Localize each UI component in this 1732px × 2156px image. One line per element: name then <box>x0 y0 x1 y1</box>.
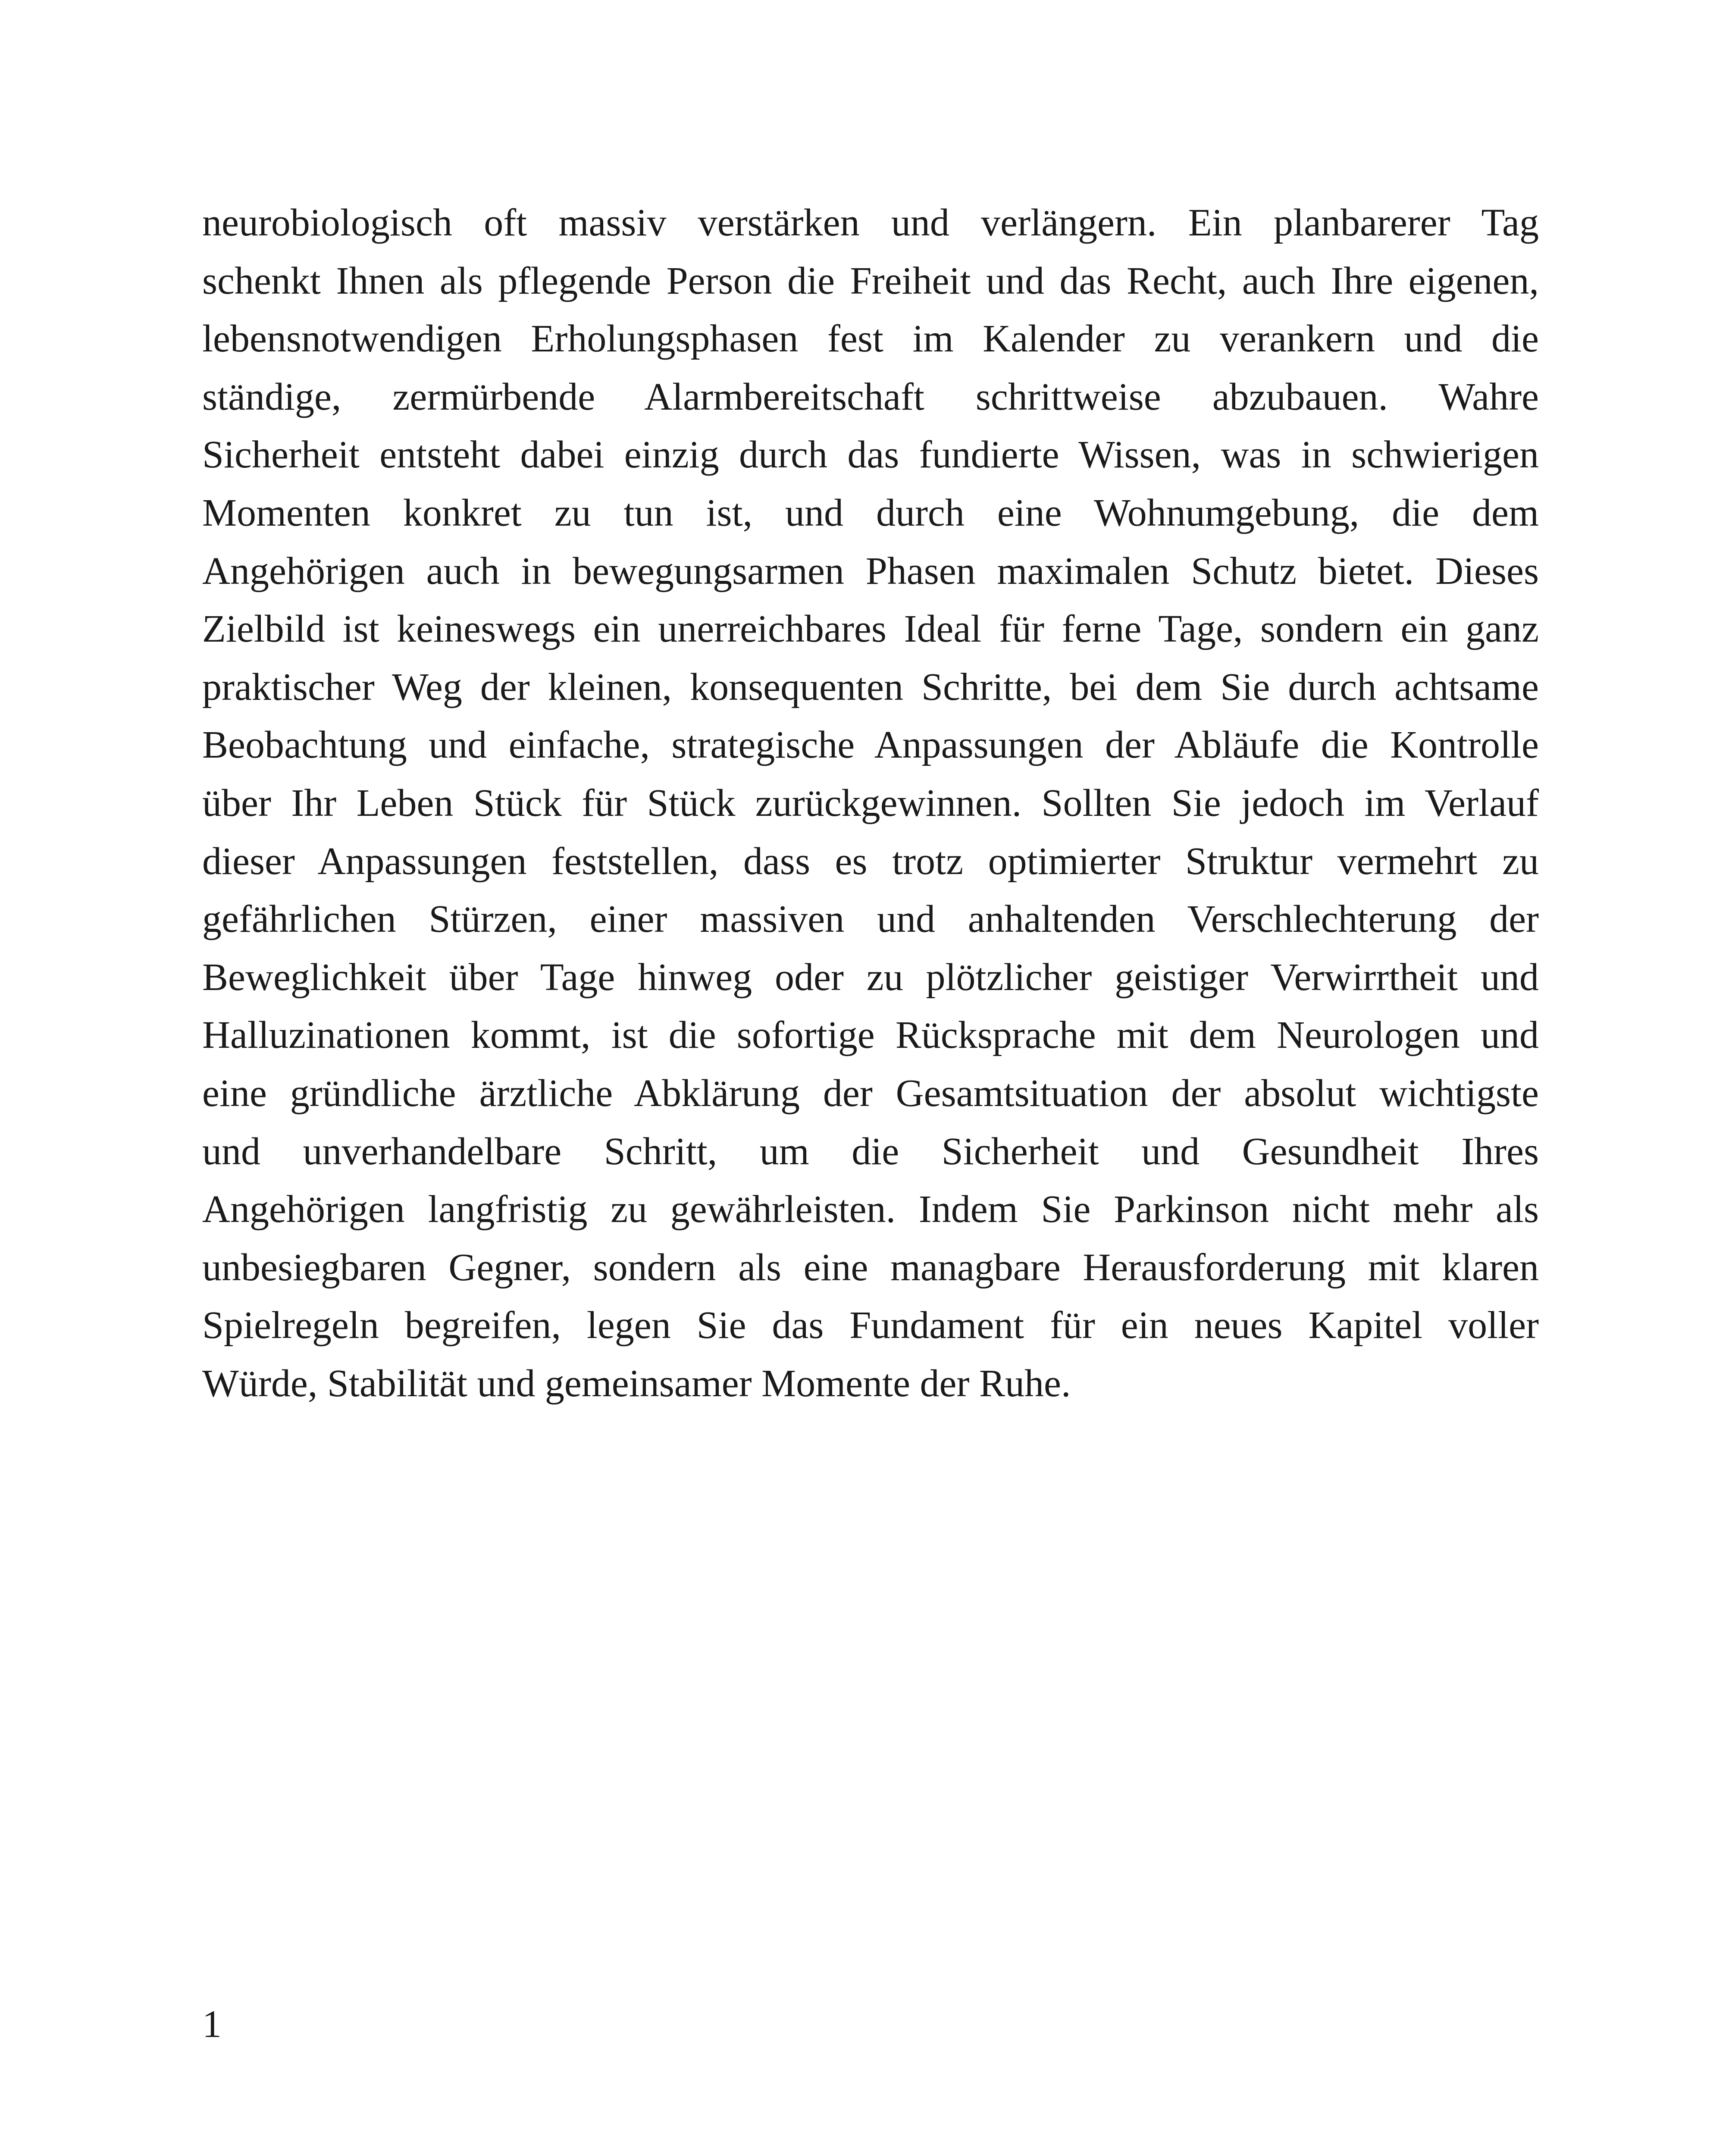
text-line: ständige, zermürbende Alarmbereitschaft schrittweise abzubauen. Wahre <box>202 375 1539 418</box>
text-line: dieser Anpassungen feststellen, dass es trotz optimierter Struktur vermehrt zu <box>202 840 1539 883</box>
text-line: Zielbild ist keineswegs ein unerreichbares Ideal für ferne Tage, sondern ein ganz <box>202 608 1539 651</box>
text-line: Spielregeln begreifen, legen Sie das Fundament für ein neues Kapitel voller <box>202 1304 1539 1347</box>
page-number: 1 <box>202 2003 222 2046</box>
text-line: Sicherheit entsteht dabei einzig durch das fundierte Wissen, was in schwierigen <box>202 433 1539 476</box>
text-line: Würde, Stabilität und gemeinsamer Momente der Ruhe. <box>202 1362 1071 1405</box>
text-line: Angehörigen auch in bewegungsarmen Phasen maximalen Schutz bietet. Dieses <box>202 549 1539 592</box>
text-line: Momenten konkret zu tun ist, und durch eine Wohnumgebung, die dem <box>202 491 1539 534</box>
text-line: eine gründliche ärztliche Abklärung der Gesamtsituation der absolut wichtigste <box>202 1072 1539 1115</box>
body-paragraph <box>202 194 1539 1413</box>
text-line: gefährlichen Stürzen, einer massiven und anhaltenden Verschlechterung der <box>202 898 1539 941</box>
text-line: Halluzinationen kommt, ist die sofortige Rücksprache mit dem Neurologen und <box>202 1014 1539 1057</box>
text-line: und unverhandelbare Schritt, um die Sicherheit und Gesundheit Ihres <box>202 1130 1539 1173</box>
text-line: Beweglichkeit über Tage hinweg oder zu plötzlicher geistiger Verwirrtheit und <box>202 956 1539 999</box>
text-line: lebensnotwendigen Erholungsphasen fest im Kalender zu verankern und die <box>202 317 1539 360</box>
text-line: Angehörigen langfristig zu gewährleisten. Indem Sie Parkinson nicht mehr als <box>202 1188 1539 1231</box>
text-line: neurobiologisch oft massiv verstärken und verlängern. Ein planbarerer Tag <box>202 201 1539 244</box>
text-line: unbesiegbaren Gegner, sondern als eine managbare Herausforderung mit klaren <box>202 1246 1539 1289</box>
text-line: über Ihr Leben Stück für Stück zurückgewinnen. Sollten Sie jedoch im Verlauf <box>202 781 1539 824</box>
text-line: praktischer Weg der kleinen, konsequenten Schritte, bei dem Sie durch achtsame <box>202 665 1539 708</box>
text-line: Beobachtung und einfache, strategische Anpassungen der Abläufe die Kontrolle <box>202 724 1539 767</box>
text-line: schenkt Ihnen als pflegende Person die Freiheit und das Recht, auch Ihre eigenen, <box>202 259 1539 302</box>
